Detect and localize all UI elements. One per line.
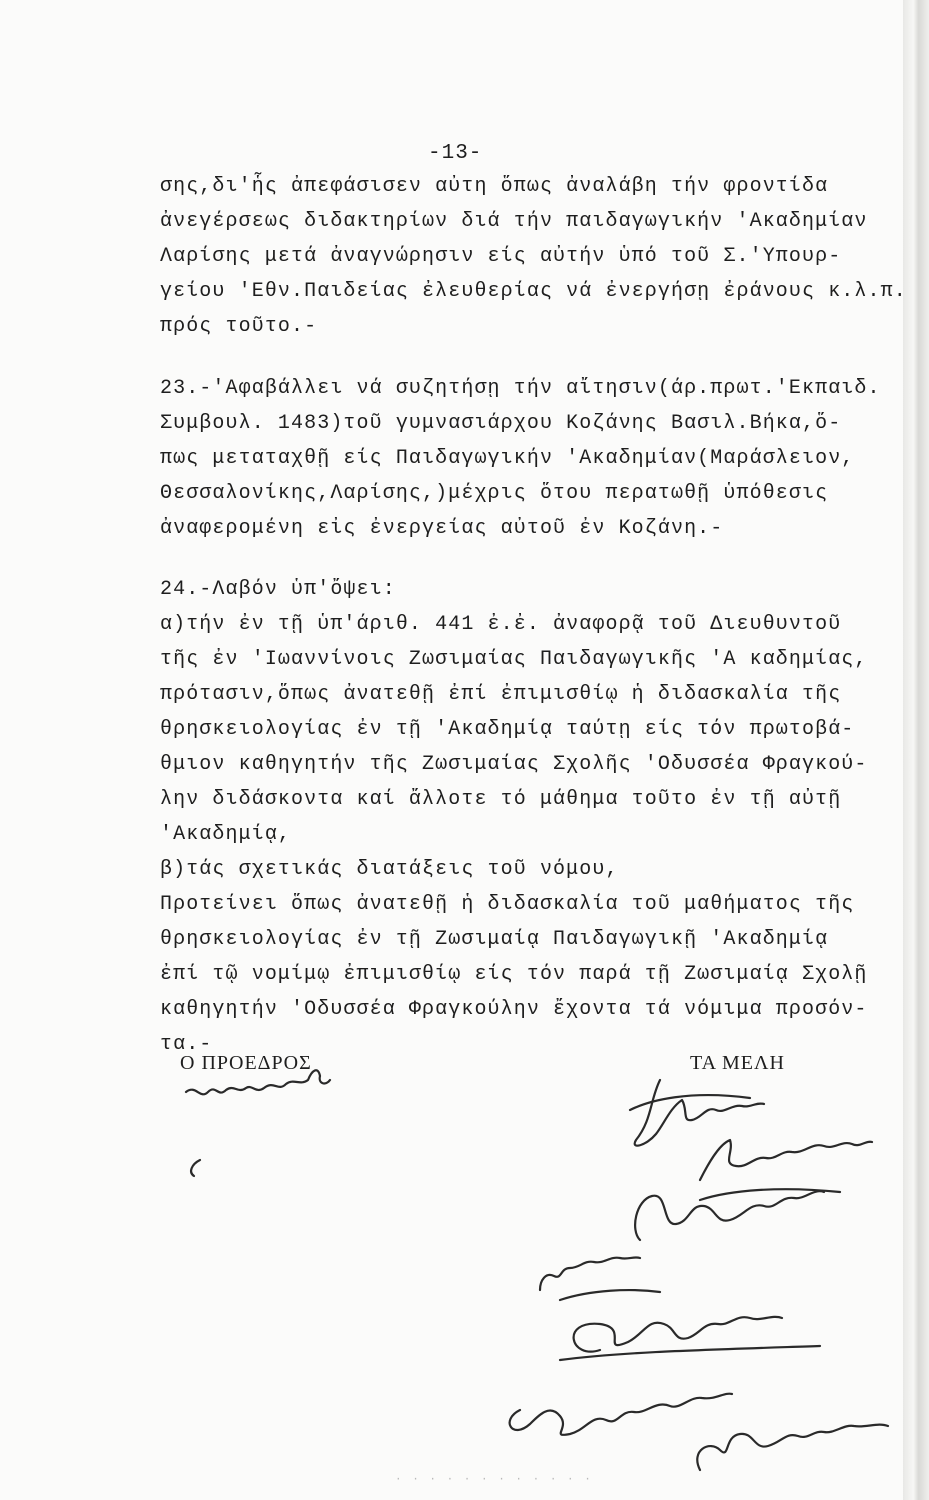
text-line: θρησκειολογίας ἐν τῇ 'Ακαδημίᾳ ταύτῃ είς τόν πρωτοβά- [160,718,855,741]
text-line: τα.- [160,1033,213,1056]
text-line: θμιον καθηγητήν τῆς Ζωσιμαίας Σχολῆς 'Οδυσσέα Φραγκού- [160,753,868,776]
text-line: 23.-'Αφαβάλλει νά συζητήσῃ τήν αἴτησιν(άρ.πρωτ.'Εκπαιδ. [160,377,881,400]
text-line: πρότασιν,ὅπως ἀνατεθῇ ἐπί ἐπιμισθίῳ ἡ διδασκαλία τῆς [160,683,842,706]
text-line: καθηγητήν 'Οδυσσέα Φραγκούλην ἔχοντα τά νόμιμα προσόν- [160,998,868,1021]
text-line: ἐπί τῷ νομίμῳ ἐπιμισθίῳ είς τόν παρά τῇ Ζωσιμαίᾳ Σχολῇ [160,963,868,986]
text-line: ἀναφερομένη εἰς ἐνεργείας αὐτοῦ ἐν Κοζάνη.- [160,517,724,540]
chair-label: Ο ΠΡΟΕΔΡΟΣ [180,1052,312,1074]
text-line: β)τάς σχετικάς διατάξεις τοῦ νόμου, [160,858,619,881]
page-number: -13- [428,142,483,165]
text-line: 24.-Λαβόν ὑπ'ὄψει: [160,578,396,601]
faint-stamp-mark: · · · · · · · · · · · · [395,1474,593,1486]
text-line: α)τήν ἐν τῇ ὑπ'άριθ. 441 ἐ.ἐ. ἀναφορᾷ τοῦ Διευθυντοῦ [160,613,842,636]
text-line: γείου 'Εθν.Παιδείας ἐλευθερίας νά ἐνεργήσῃ ἐράνους κ.λ.π. [160,280,907,303]
text-line: σης,δι'ἧς ἀπεφάσισεν αὐτη ὅπως ἀναλάβη τήν φροντίδα [160,175,829,198]
text-line: Θεσσαλονίκης,Λαρίσης,)μέχρις ὅτου περατωθῇ ὑπόθεσις [160,482,829,505]
text-line: Συμβουλ. 1483)τοῦ γυμνασιάρχου Κοζάνης Βασιλ.Βήκα,ὅ- [160,412,842,435]
text-line: πρός τοῦτο.- [160,315,318,338]
text-line: πως μεταταχθῇ είς Παιδαγωγικήν 'Ακαδημίαν(Μαράσλειον, [160,447,855,470]
text-line: θρησκειολογίας ἐν τῇ Ζωσιμαίᾳ Παιδαγωγικῇ 'Ακαδημίᾳ [160,928,829,951]
text-line: Προτείνει ὅπως ἀνατεθῇ ἡ διδασκαλία τοῦ μαθήματος τῆς [160,893,855,916]
text-line: τῆς ἐν 'Ιωαννίνοις Ζωσιμαίας Παιδαγωγικῆς 'Α καδημίας, [160,648,868,671]
text-line: ἀνεγέρσεως διδακτηρίων διά τήν παιδαγωγικήν 'Ακαδημίαν [160,210,868,233]
text-line: Λαρίσης μετά ἀναγνώρησιν είς αὐτήν ὑπό τοῦ Σ.'Υπουρ- [160,245,842,268]
members-label: ΤΑ ΜΕΛΗ [690,1052,785,1074]
text-line: λην διδάσκοντα καί ἄλλοτε τό μάθημα τοῦτο ἐν τῇ αὐτῇ [160,788,842,811]
text-line: 'Ακαδημίᾳ, [160,823,292,846]
